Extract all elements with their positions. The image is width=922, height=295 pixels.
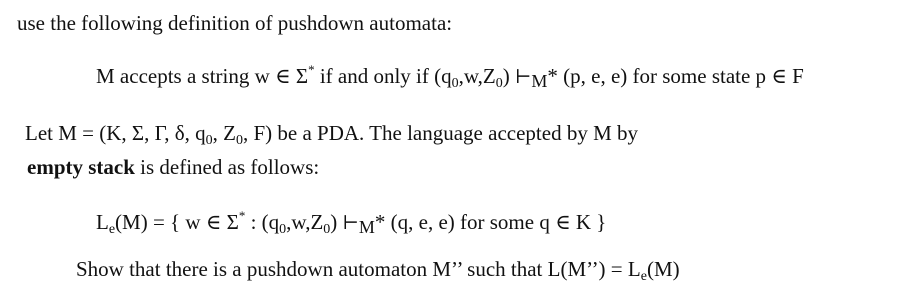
- paragraph-text-1: Let M = (K, Σ, Γ, δ, q: [25, 121, 206, 145]
- e-subscript: e: [640, 269, 647, 284]
- m-subscript: M: [358, 217, 375, 237]
- formula-text-2: (M) = { w ∈ Σ: [115, 210, 239, 234]
- definition-text-3: ,w,Z: [458, 64, 496, 88]
- empty-stack-language-formula: [96, 208, 607, 237]
- pda-paragraph-line-2: [27, 157, 319, 178]
- z0-subscript: 0: [235, 133, 243, 148]
- turnstile-symbol: ⊢: [342, 213, 359, 234]
- empty-stack-term: empty stack: [27, 155, 135, 179]
- definition-text-5: * (p, e, e) for some state p ∈ F: [547, 64, 804, 88]
- formula-text-6: * (q, e, e) for some q ∈ K }: [374, 210, 607, 234]
- z0-subscript: 0: [495, 76, 503, 91]
- formula-text-3: : (q: [245, 210, 280, 234]
- intro-text: use the following definition of pushdown automata:: [17, 11, 453, 35]
- task-text-1: Show that there is a pushdown automaton M’’ such that L(M’’) = L: [76, 257, 641, 281]
- paragraph-text-3: , F) be a PDA. The language accepted by M by: [242, 121, 638, 145]
- q0-subscript: 0: [451, 76, 459, 91]
- pda-paragraph-line-1: [25, 121, 638, 148]
- definition-text-2: if and only if (q: [314, 64, 452, 88]
- task-statement: [76, 257, 680, 284]
- kleene-star: *: [308, 62, 315, 77]
- acceptance-definition: [96, 62, 804, 91]
- turnstile-symbol: ⊢: [515, 67, 532, 88]
- q0-subscript: 0: [279, 222, 287, 237]
- e-subscript: e: [108, 222, 116, 237]
- m-subscript: M: [531, 71, 548, 91]
- formula-text-5: ): [330, 210, 343, 234]
- q0-subscript: 0: [205, 133, 213, 148]
- kleene-star: *: [238, 208, 246, 223]
- paragraph-text-2: , Z: [212, 121, 236, 145]
- definition-text-4: ): [502, 64, 516, 88]
- paragraph-text-4: is defined as follows:: [134, 155, 320, 179]
- formula-text-1: L: [96, 210, 109, 234]
- task-text-2: (M): [646, 257, 680, 281]
- definition-text-1: M accepts a string w ∈ Σ: [96, 64, 309, 88]
- formula-text-4: ,w,Z: [286, 210, 324, 234]
- z0-subscript: 0: [323, 222, 331, 237]
